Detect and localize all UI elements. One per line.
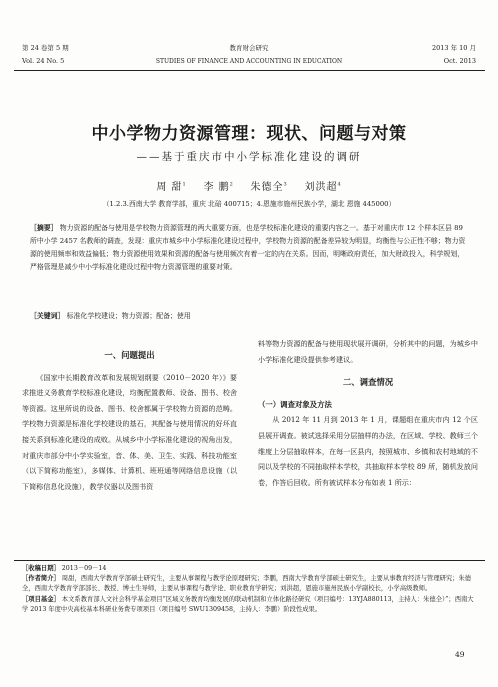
right-column — [258, 336, 478, 490]
received-date: ［收稿日期］ 2013－09－14 — [22, 565, 107, 572]
body-paragraph-continued: 料等物力资源的配备与使用现状展开调研，分析其中的问题，为城乡中小学标准化建设提供参考建议。 — [258, 339, 478, 364]
author-list: 周 甜$^1$ 李 鹏$^2$ 朱德全$^3$ 刘洪超$^4$ — [156, 181, 342, 193]
section-heading-1: 一、问题提出 — [104, 350, 155, 360]
abstract-text: 物力资源的配备与使用是学校物力资源管理的两大重要方面，也是学校标准化建设的重要内容之一。基于对重庆市 12 个样本区县 89 所中小学 2457 名教师的调查，发现：重庆市城乡中小学标准化建设过程中，学校物力资源的配备差异较为明显，均衡性与公正性不够；物力资源的使用频率和效益偏低；物力资源使用效果和资源的配备与使用频次有着一定的内在关系。因而，明晰政府责任，加大财政投入，科学规划，严格管理是减少中小学标准化建设过程中物力资源管理的重要对策。 — [30, 224, 466, 271]
keywords-label: ［关键词］ — [30, 312, 65, 320]
volume-issue-zh: 第 24 卷第 5 期 — [22, 44, 69, 52]
author-affiliations: （1.2.3.西南大学 教育学部，重庆 北碚 400715；4.恩施市施州民族小学，湖北 恩施 445000） — [102, 200, 396, 208]
subsection-heading: （一）调查对象及方法 — [258, 399, 332, 409]
author-name: 周 甜 — [156, 182, 183, 193]
abstract — [30, 222, 468, 274]
article-title: 中小学物力资源管理：现状、问题与对策 — [91, 124, 407, 144]
footnotes — [22, 564, 476, 615]
author-name: 李 鹏 — [203, 182, 230, 193]
journal-name-zh: 教育财会研究 — [229, 44, 269, 52]
keywords-text: 标准化学校建设；物力资源；配备；使用 — [66, 312, 191, 320]
body-paragraph: 从 2012 年 11 月到 2013 年 1 月，课题组在重庆市内 12 个区县展开调查。被试选择采用分层抽样的办法，在区域、学校、教师三个维度上分层抽取样本，在每一区县内，按照城市、乡镇和农村地域的不同以及学校的不同抽取样本学校，共抽取样本学校 89 所，随机发放问卷，作答后回收。所有被试样本分布如表 1 所示： — [258, 415, 478, 487]
volume-issue-en: Vol. 24 No. 5 — [22, 57, 65, 65]
author-name: 朱德全 — [250, 182, 284, 193]
issue-date-zh: 2013 年 10 月 — [431, 44, 476, 52]
article-subtitle: ——基于重庆市中小学标准化建设的调研 — [136, 151, 362, 163]
fund-info: ［项目基金］ 本文系教育部人文社会科学基金项目“区域义务教育均衡发展的联动机制和立体化路径研究（项目编号：13YJA880113，主持人：朱德全）”；西南大学 2013 年度中央高校基本科研业务费专项项目（项目编号 SWU1309458，主持人：李鹏）阶段性成果。 — [22, 595, 474, 613]
journal-name-en: STUDIES OF FINANCE AND ACCOUNTING IN EDUCATION — [155, 58, 343, 65]
abstract-label: ［摘要］ — [30, 224, 58, 232]
section-heading-2: 二、调查情况 — [342, 377, 394, 388]
author-bio: ［作者简介］ 周甜，西南大学教育学部硕士研究生，主要从事课程与教学论原理研究；李鹏，西南大学教育学部硕士研究生，主要从事教育经济与管理研究；朱德全，西南大学教育学部部长、教授、博士生导师，主要从事课程与教学论、职业教育学研究；刘洪超，恩施市施州民族小学副校长，小学高级教师。 — [22, 575, 472, 593]
keywords — [30, 310, 468, 322]
left-column — [22, 340, 237, 494]
body-paragraph: 《国家中长期教育改革和发展规划纲要（2010－2020 年）》要求推进义务教育学校标准化建设，均衡配置教师、设备、图书、校舍等资源。这里所说的设备、图书、校舍都属于学校物力资源的范畴。学校物力资源是标准化学校建设的基石，其配备与使用情况的好坏直接关系到标准化建设的成败。从城乡中小学标准化建设的视角出发，对重庆市部分中小学实验室，音、体、美、卫生、实践、科技功能室（以下简称功能室），多媒体、计算机、班班通等网络信息设施（以下简称信息化设施），教学仪器以及图书资 — [22, 372, 237, 491]
header-rule — [14, 70, 485, 71]
page-number: 49 — [455, 650, 465, 659]
issue-date-en: Oct. 2013 — [443, 57, 476, 65]
footnote-rule — [14, 560, 485, 561]
author-name: 刘洪超 — [304, 182, 338, 193]
